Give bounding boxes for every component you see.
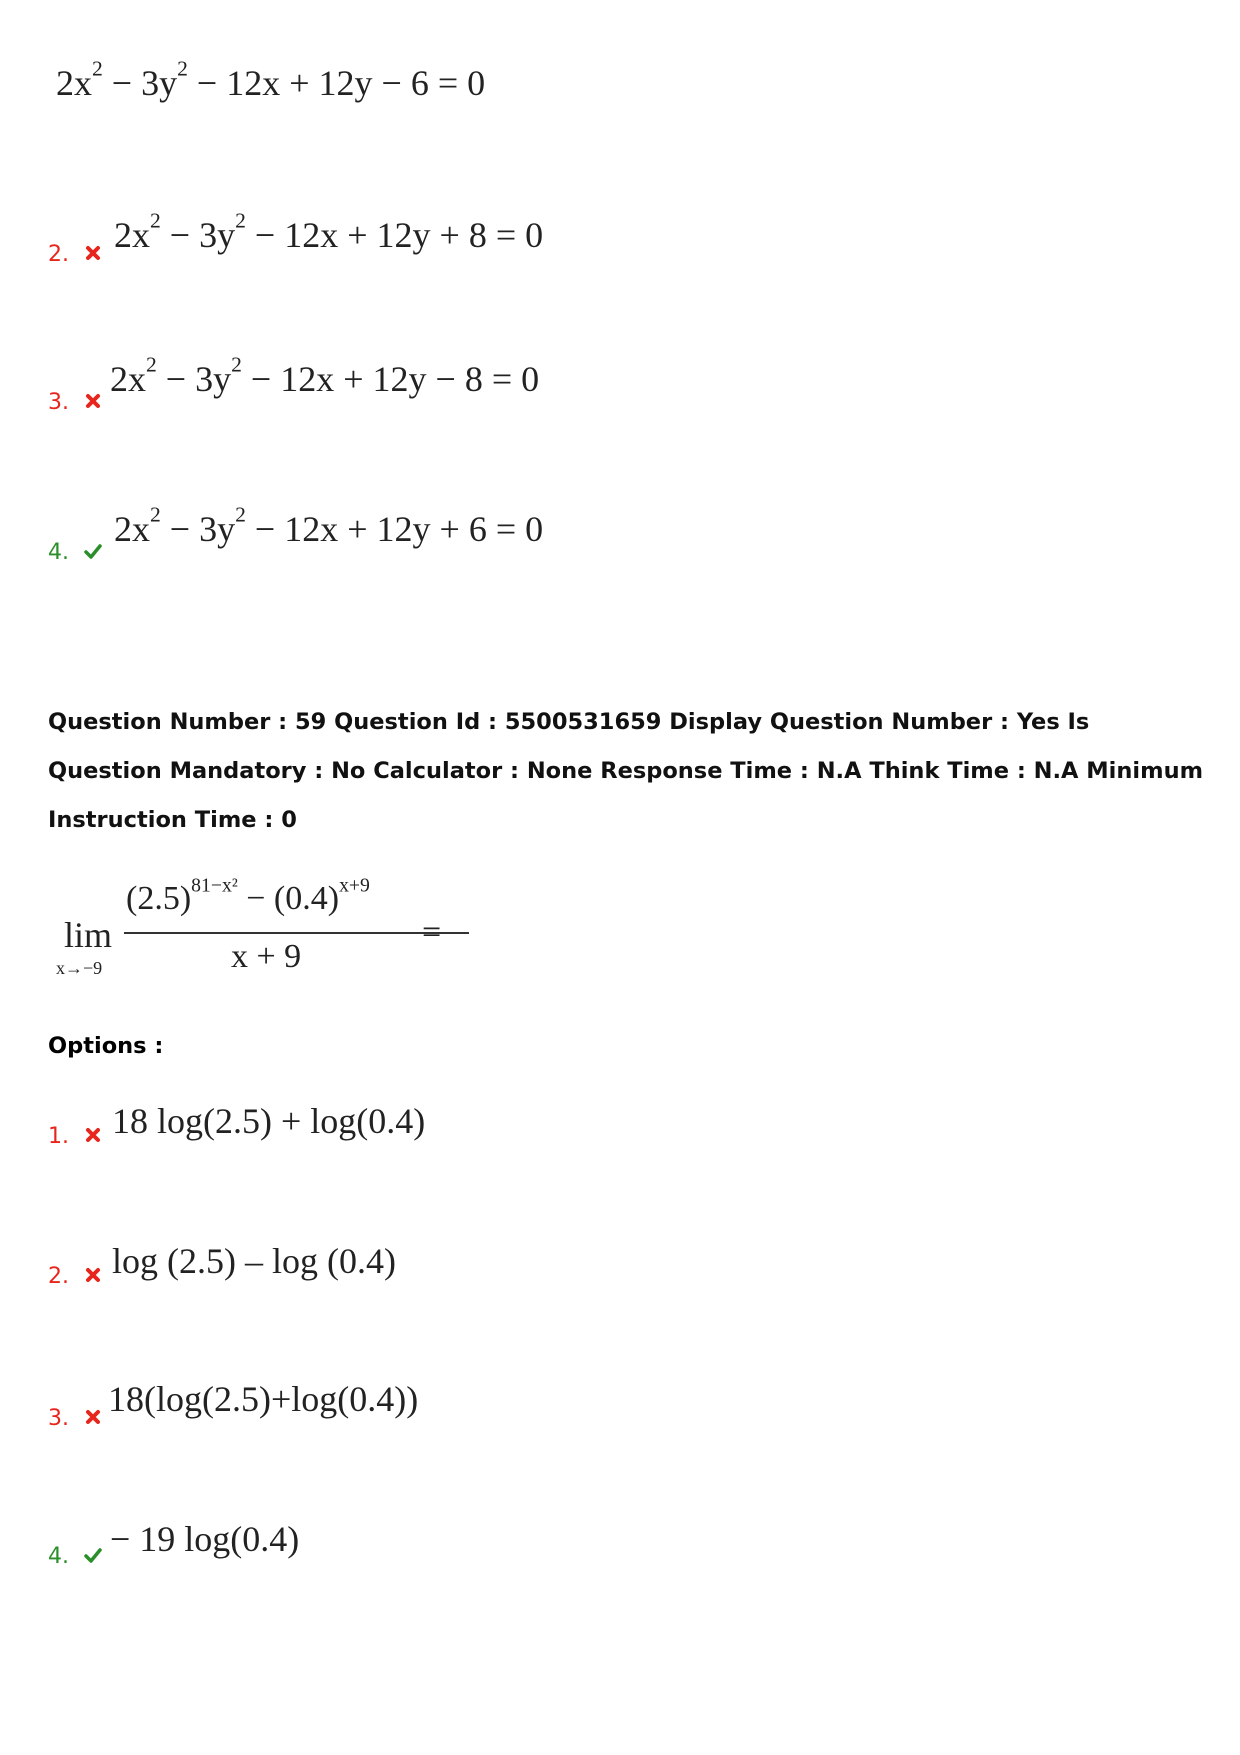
eq-term: − 3y: [102, 63, 178, 103]
option-number: 1.: [48, 1124, 69, 1149]
eq-exponent: 2: [177, 56, 188, 81]
fraction-numerator: [126, 874, 370, 918]
eq-term: − 12x + 12y + 6 = 0: [245, 509, 544, 549]
options-title: Options :: [48, 1033, 164, 1059]
eq-exponent: 2: [150, 208, 161, 233]
cross-icon: [84, 1408, 102, 1426]
cross-icon: [84, 392, 102, 410]
option-number: 2.: [48, 242, 69, 267]
eq-term: − 3y: [156, 359, 232, 399]
equals-sign: =: [422, 914, 442, 951]
lim-word: lim: [64, 915, 113, 955]
cross-icon: [84, 1126, 102, 1144]
option-number: 3.: [48, 390, 69, 415]
eq-term: 2x: [114, 509, 150, 549]
eq-term: − 12x + 12y + 8 = 0: [245, 215, 544, 255]
eq-term: 2x: [56, 63, 92, 103]
option-number: 3.: [48, 1406, 69, 1431]
option-3-text: 18(log(2.5)+log(0.4)): [108, 1379, 419, 1419]
cross-icon: [84, 1266, 102, 1284]
eq-term: − 3y: [160, 509, 236, 549]
cross-icon: [84, 244, 102, 262]
numerator-term: − (0.4): [237, 880, 340, 917]
eq-exponent: 2: [150, 502, 161, 527]
numerator-exponent: 81−x²: [191, 874, 238, 897]
eq-term: − 12x + 12y − 6 = 0: [187, 63, 486, 103]
option-1-text: 18 log(2.5) + log(0.4): [112, 1101, 426, 1141]
prev-option-2-label: [48, 242, 102, 267]
eq-term: − 3y: [160, 215, 236, 255]
prev-option-3-label: [48, 390, 102, 415]
prev-option-1-equation: [56, 56, 486, 104]
fraction-denominator: x + 9: [231, 938, 302, 975]
option-4-label: [48, 1544, 102, 1569]
check-icon: [84, 542, 102, 560]
prev-option-4-label: [48, 540, 102, 565]
eq-exponent: 2: [235, 502, 246, 527]
option-number: 4.: [48, 1544, 69, 1569]
option-2-text: log (2.5) – log (0.4): [112, 1241, 396, 1281]
eq-exponent: 2: [235, 208, 246, 233]
question-info: Question Number : 59 Question Id : 5500531659 Display Question Number : Yes Is Question Mandatory : No Calculator : None Response Time : N.A Think Time : N.A Minimum Instruction Time : 0: [48, 709, 1204, 833]
eq-exponent: 2: [146, 352, 157, 377]
prev-option-2-equation: [114, 208, 544, 256]
eq-term: 2x: [110, 359, 146, 399]
eq-exponent: 2: [92, 56, 103, 81]
check-icon: [84, 1546, 102, 1564]
numerator-exponent: x+9: [339, 874, 370, 897]
question-limit-expression: [56, 874, 456, 990]
eq-term: 2x: [114, 215, 150, 255]
numerator-term: (2.5): [126, 880, 192, 917]
prev-option-4-equation: [114, 502, 544, 550]
prev-option-3-equation: [110, 352, 540, 400]
eq-term: − 12x + 12y − 8 = 0: [241, 359, 540, 399]
eq-exponent: 2: [231, 352, 242, 377]
option-3-label: [48, 1406, 102, 1431]
lim-subscript: x→−9: [56, 958, 103, 978]
fraction-bar: [124, 932, 469, 934]
option-2-label: [48, 1264, 102, 1289]
option-1-label: [48, 1124, 102, 1149]
option-number: 2.: [48, 1264, 69, 1289]
option-number: 4.: [48, 540, 69, 565]
option-4-text: − 19 log(0.4): [110, 1519, 300, 1559]
